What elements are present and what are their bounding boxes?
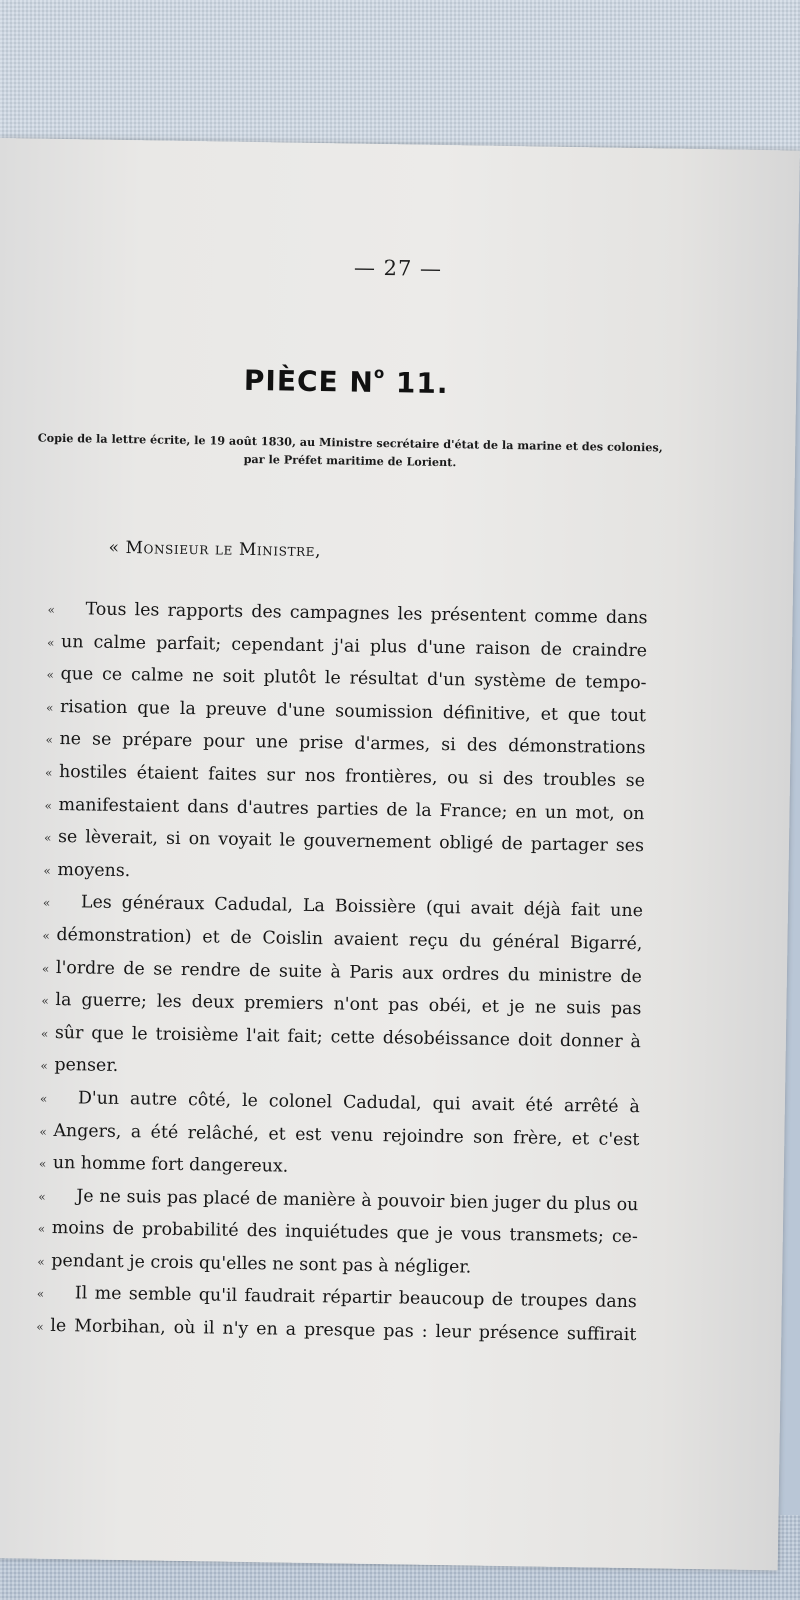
quote-mark: « [41, 993, 49, 1008]
line-text: un calme parfait; cependant j'ai plus d'une raison de craindre [60, 631, 648, 661]
line-text: pendant je crois qu'elles ne sont pas à négliger. [51, 1250, 472, 1278]
letter-body [36, 594, 648, 1353]
quote-mark: « [45, 700, 54, 715]
line-text: la guerre; les deux premiers n'ont pas obéi, et je ne suis pas [55, 990, 642, 1020]
quote-mark: « [37, 1222, 46, 1237]
piece-title [0, 360, 696, 404]
line-text: Il me semble qu'il faudrait répartir beaucoup de troupes dans [74, 1283, 637, 1313]
quote-mark: « [39, 1091, 48, 1106]
quote-mark: « [46, 667, 55, 683]
quote-mark: « [40, 1059, 48, 1074]
salutation: « Monsieur le Ministre, [108, 537, 322, 562]
line-text: que ce calme ne soit plutôt le résultat d'un système de tempo- [60, 664, 647, 694]
line-text: hostiles étaient faites sur nos frontières, ou si des troubles se [58, 761, 646, 792]
quote-mark: « [44, 765, 53, 780]
line-text: risation que la preuve d'une soumission définitive, et que tout [59, 696, 647, 726]
quote-mark: « [39, 1124, 47, 1139]
quote-mark: « [47, 602, 56, 617]
quote-mark: « [43, 830, 52, 846]
line-text: D'un autre côté, le colonel Cadudal, qui avait été arrêté à [77, 1088, 641, 1118]
quote-mark: « [36, 1319, 44, 1334]
quote-mark: « [41, 961, 50, 976]
line-text: moins de probabilité des inquiétudes que je vous transmets; ce- [51, 1218, 638, 1248]
caption-line-1: Copie de la lettre écrite, le 19 août 1830, au Ministre secrétaire d'état de la marine et des colonies, [37, 430, 663, 455]
quote-mark: « [46, 635, 55, 650]
quote-mark: « [42, 896, 51, 911]
quote-mark: « [43, 863, 51, 878]
quote-mark: « [42, 928, 50, 943]
line-text: Je ne suis pas placé de manière à pouvoir bien juger du plus ou [76, 1186, 639, 1215]
line-text: penser. [54, 1055, 119, 1077]
quote-mark: « [45, 733, 54, 748]
quote-mark: « [40, 1026, 49, 1041]
piece-title-number: 11. [395, 366, 449, 401]
line-text: ne se prépare pour une prise d'armes, si des démonstrations [59, 729, 646, 759]
quote-mark: « [37, 1254, 45, 1269]
quote-mark: « [36, 1287, 45, 1302]
line-text: un homme fort dangereux. [52, 1153, 289, 1177]
quote-mark: « [38, 1156, 47, 1171]
quote-mark: « [38, 1189, 46, 1204]
page-number: — 27 — [353, 255, 443, 281]
line-text: se lèverait, si on voyait le gouvernement obligé de partager ses [57, 827, 645, 857]
line-text: Tous les rapports des campagnes les présentent comme dans [85, 599, 648, 629]
caption-line-2: par le Préfet maritime de Lorient. [243, 451, 457, 470]
line-text: manifestaient dans d'autres parties de la France; en un mot, on [58, 794, 645, 824]
piece-title-text: PIÈCE N [243, 363, 375, 399]
line-text: moyens. [57, 859, 131, 881]
line-text: Angers, a été relâché, et est venu rejoindre son frère, et c'est [53, 1120, 640, 1150]
book-page [0, 138, 800, 1570]
letter-caption [30, 429, 670, 475]
line-text: démonstration) et de Coislin avaient reçu du général Bigarré, [56, 924, 643, 955]
piece-title-superscript: o [373, 363, 386, 383]
line-text: Les généraux Cadudal, La Boissière (qui avait déjà fait une [80, 892, 644, 922]
line-text: l'ordre de se rendre de suite à Paris aux ordres du ministre de [55, 957, 643, 987]
line-text: le Morbihan, où il n'y en a presque pas : leur présence suffirait [50, 1316, 637, 1346]
quote-mark: « [44, 798, 52, 813]
line-text: sûr que le troisième l'ait fait; cette désobéissance doit donner à [54, 1022, 642, 1052]
